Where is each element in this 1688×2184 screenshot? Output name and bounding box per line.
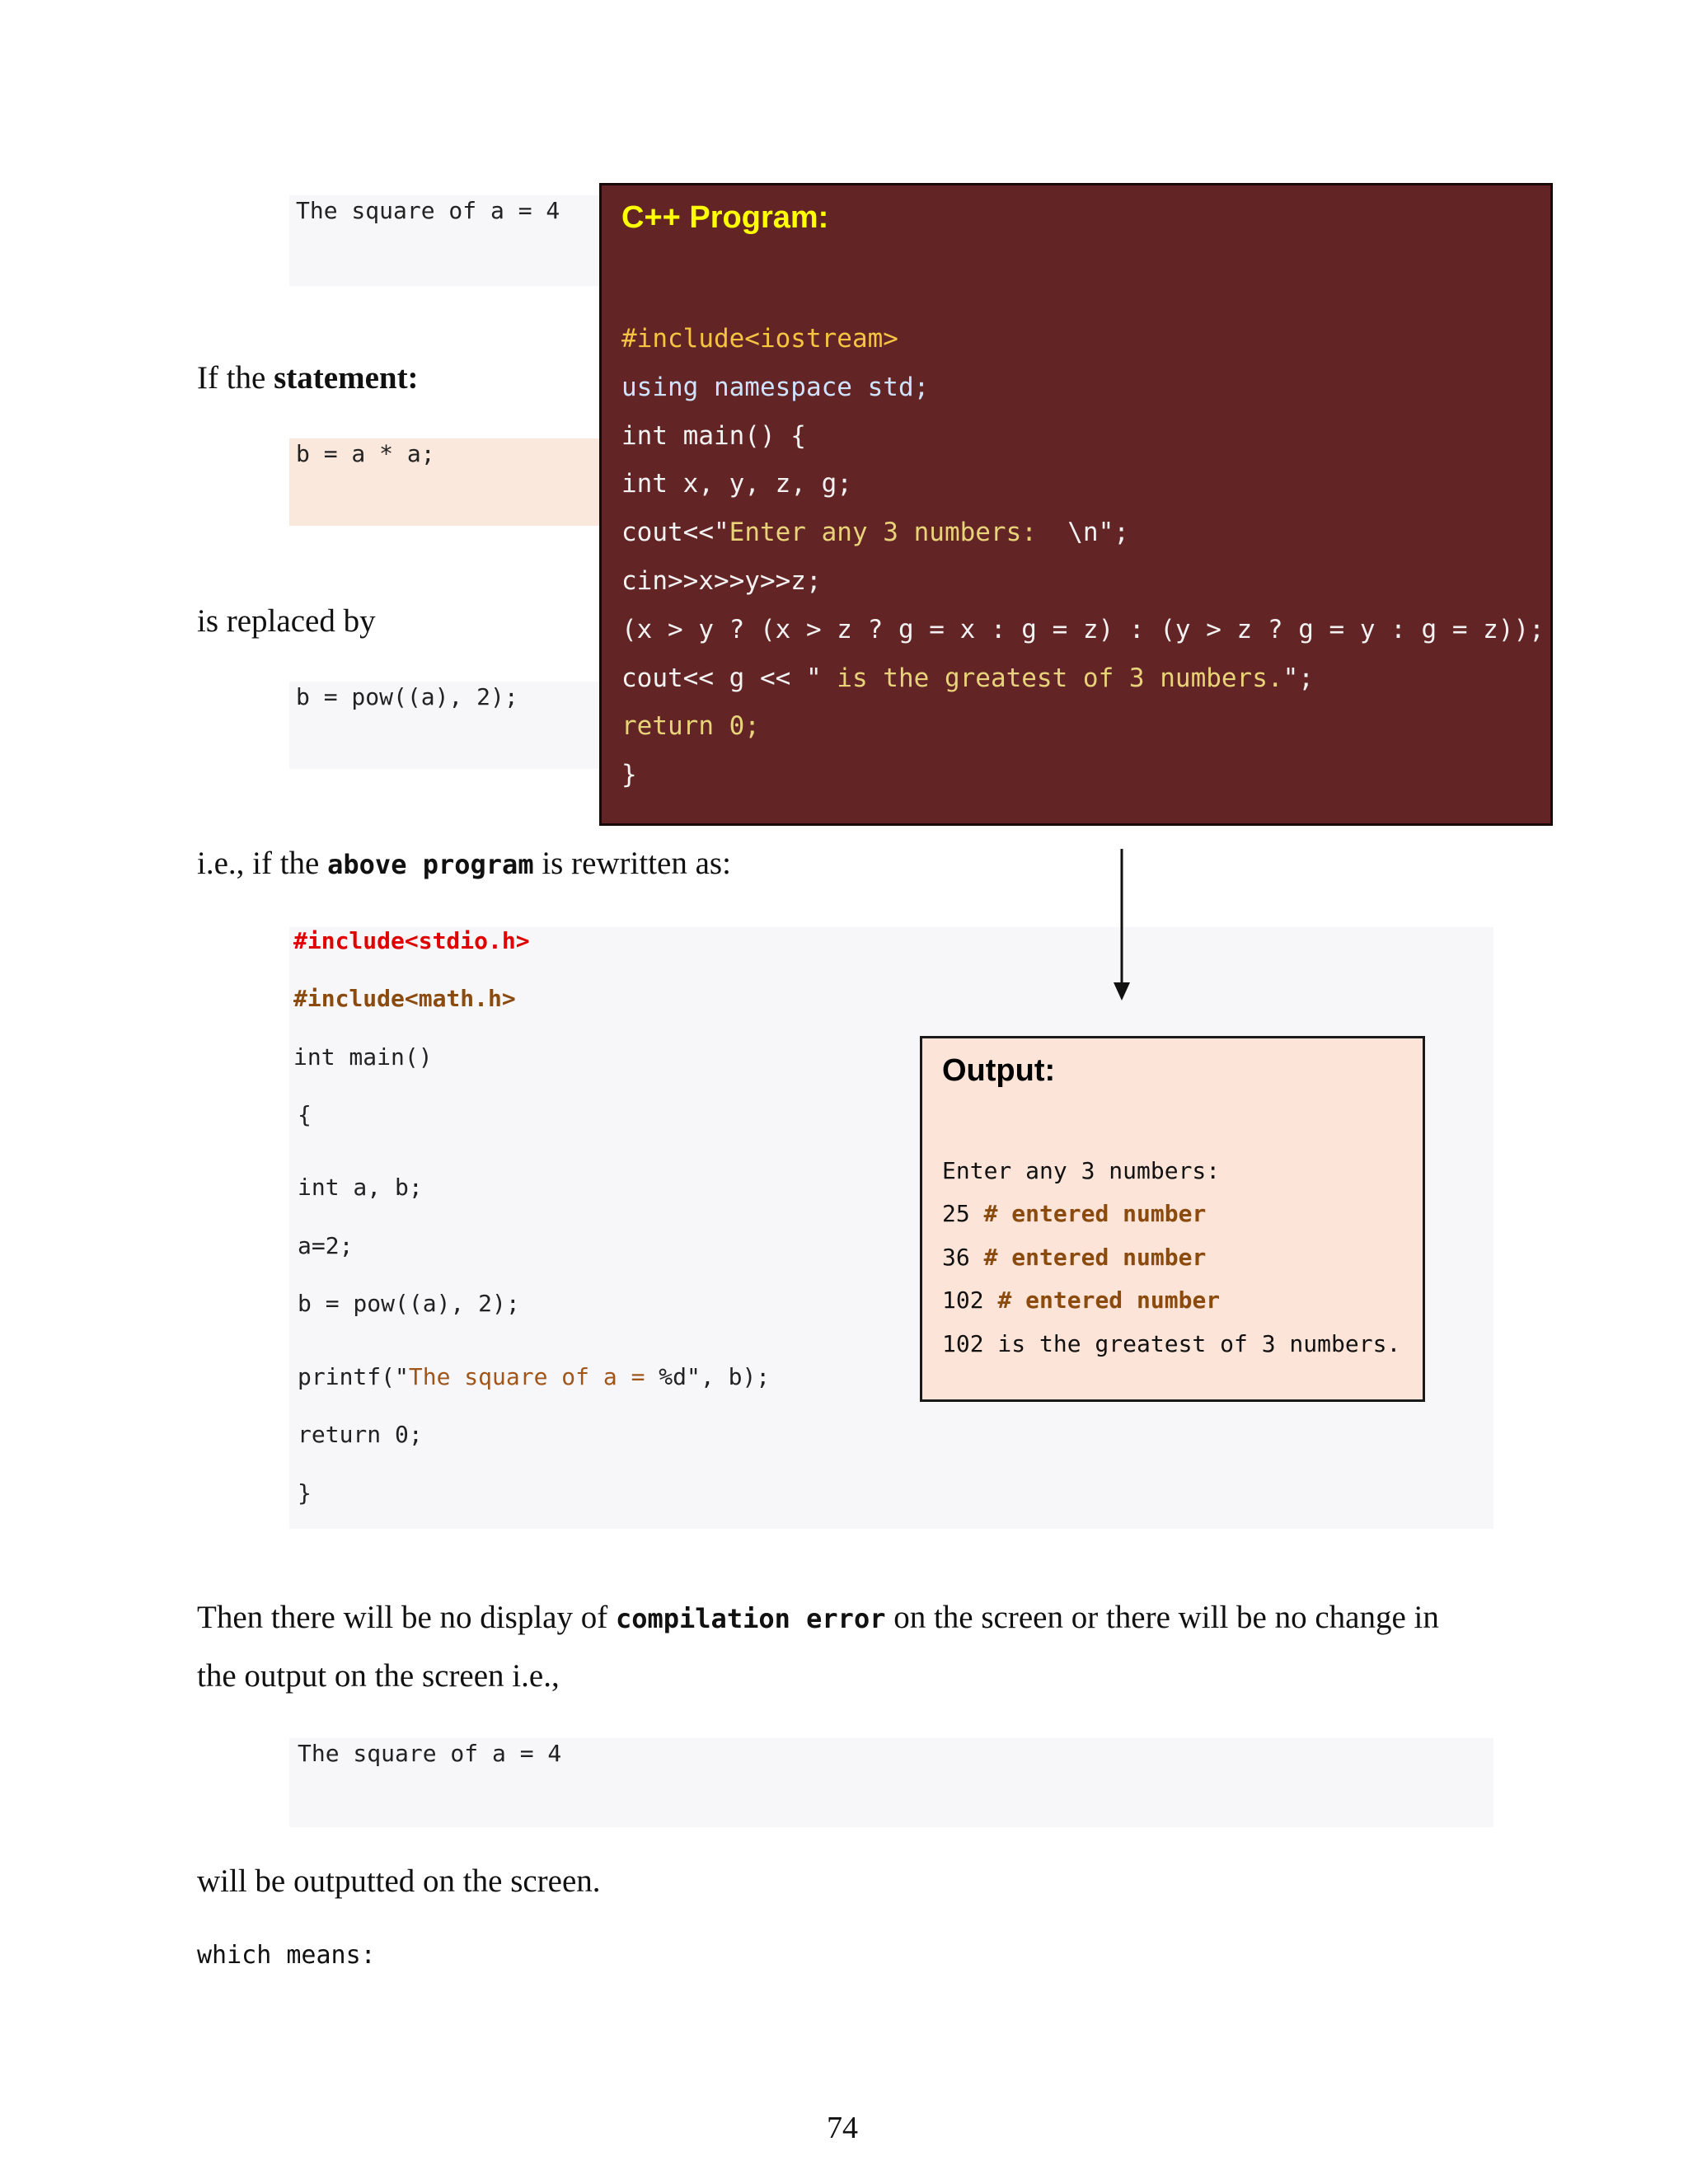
rewritten-printf (298, 1363, 770, 1390)
rewritten-main: int main() (293, 1043, 433, 1071)
para-replaced: is replaced by (197, 603, 376, 639)
replacement-code-text: b = pow((a), 2); (296, 683, 518, 710)
output-comment-25: # entered number (983, 1200, 1207, 1227)
cpp-cout2 (621, 663, 1314, 693)
para-rewritten-code: above program (327, 849, 534, 880)
statement-code-block (289, 438, 603, 526)
down-arrow-icon (1109, 849, 1134, 1001)
output-line-25 (942, 1200, 1206, 1227)
para-then-suffix: on the screen or there will be no change in (885, 1600, 1439, 1635)
output-title: Output: (942, 1053, 1056, 1088)
replacement-code-block (289, 682, 603, 769)
rewritten-include-math: #include<math.h> (293, 985, 516, 1012)
bottom-output-block (289, 1738, 1493, 1827)
bottom-output-text: The square of a = 4 (298, 1740, 562, 1767)
cpp-main: int main() { (621, 421, 806, 451)
rewritten-return: return 0; (298, 1421, 423, 1448)
para-then-prefix: Then there will be no display of (197, 1600, 616, 1635)
page-number: 74 (827, 2111, 858, 2145)
output-num-25: 25 (942, 1200, 984, 1227)
rewritten-assign: a=2; (298, 1232, 354, 1259)
cpp-cout1-string: Enter any 3 numbers: (729, 518, 1037, 547)
para-rewritten (197, 845, 731, 883)
cpp-program-box (599, 183, 1553, 826)
rewritten-close-brace: } (298, 1479, 312, 1507)
cpp-return: return 0; (621, 711, 760, 741)
cpp-cout2-prefix: cout<< g << " (621, 663, 822, 693)
output-line-result: 102 is the greatest of 3 numbers. (942, 1330, 1401, 1357)
top-output-block (289, 195, 603, 286)
output-num-36: 36 (942, 1244, 984, 1271)
output-line-prompt: Enter any 3 numbers: (942, 1157, 1221, 1184)
cpp-include: #include<iostream> (621, 324, 898, 354)
para-then-code: compilation error (615, 1603, 886, 1634)
cpp-ternary: (x > y ? (x > z ? g = x : g = z) : (y > z ? g = y : g = z)); (621, 615, 1545, 644)
rewritten-include-stdio: #include<stdio.h> (293, 927, 530, 954)
para-if-statement (197, 359, 419, 398)
para-then-line1 (197, 1599, 1439, 1638)
rewritten-open-brace: { (298, 1101, 312, 1128)
cpp-using: using namespace std; (621, 373, 930, 402)
cpp-cin: cin>>x>>y>>z; (621, 566, 822, 596)
para-outputted: will be outputted on the screen. (197, 1863, 601, 1899)
output-line-102 (942, 1286, 1220, 1314)
cpp-program-title: C++ Program: (621, 200, 829, 235)
cpp-cout1-suffix: \n"; (1036, 518, 1129, 547)
output-comment-102: # entered number (997, 1286, 1221, 1314)
cpp-cout1 (621, 518, 1129, 547)
rewritten-pow: b = pow((a), 2); (298, 1290, 520, 1317)
printf-suffix: %d", b); (659, 1363, 771, 1390)
statement-code-text: b = a * a; (296, 440, 435, 467)
cpp-cout2-string: is the greatest of 3 numbers. (821, 663, 1283, 693)
cpp-close: } (621, 760, 637, 790)
para-rewritten-suffix: is rewritten as: (533, 846, 731, 881)
para-if-bold: statement: (274, 360, 419, 396)
para-if-prefix: If the (197, 360, 274, 396)
printf-string: The square of a = (408, 1363, 659, 1390)
output-comment-36: # entered number (983, 1244, 1207, 1271)
output-num-102: 102 (942, 1286, 998, 1314)
which-means: which means: (197, 1941, 376, 1970)
printf-prefix: printf(" (298, 1363, 409, 1390)
cpp-decl: int x, y, z, g; (621, 469, 852, 499)
para-then-line2: the output on the screen i.e., (197, 1658, 560, 1694)
cpp-cout1-prefix: cout<<" (621, 518, 729, 547)
output-line-36 (942, 1244, 1206, 1271)
rewritten-decl: int a, b; (298, 1174, 423, 1201)
para-rewritten-prefix: i.e., if the (197, 846, 328, 881)
output-box (920, 1036, 1425, 1402)
cpp-cout2-suffix: "; (1282, 663, 1314, 693)
top-output-text: The square of a = 4 (296, 197, 560, 224)
